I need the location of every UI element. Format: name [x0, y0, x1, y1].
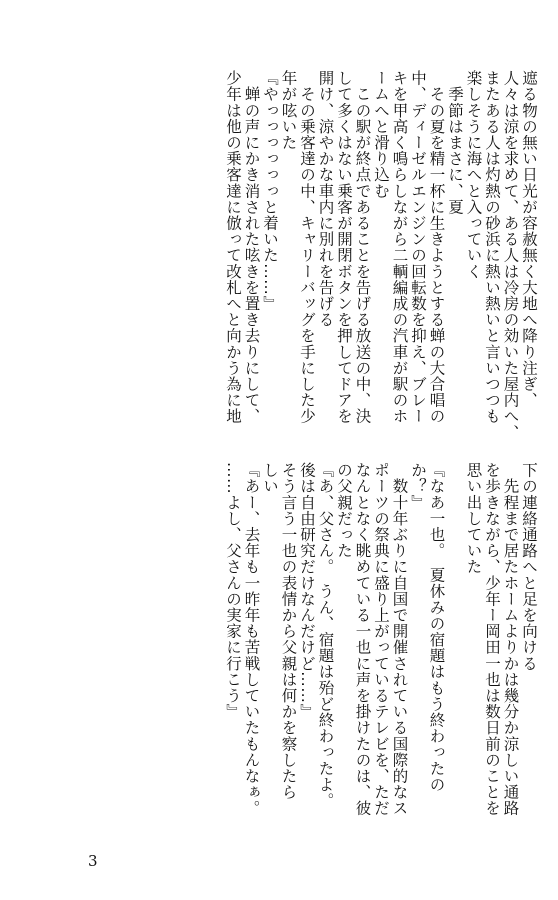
text-line: その夏を精一杯に生きようとする蝉の大合唱の — [427, 70, 446, 425]
text-line: その乗客達の中、キャリーバッグを手にした少 — [298, 70, 316, 425]
text-line: 思い出していた — [464, 462, 483, 575]
text-line: を歩きながら、少年ー岡田一也は数日前のことを — [483, 462, 501, 817]
text-line: 『やっっっっっっと着いた……』 — [261, 70, 279, 312]
text-line: 年が呟いた — [279, 70, 298, 151]
text-line: キを甲高く鳴らしながら二輌編成の汽車が駅のホ — [390, 70, 409, 425]
top-text-block — [224, 70, 539, 441]
text-line: なんとなく眺めている一也に声を掛けたのは、彼 — [353, 462, 372, 817]
text-line: 少年は他の乗客達に倣って改札へと向かう為に地 — [224, 70, 242, 425]
page-number: 3 — [88, 852, 98, 870]
text-line: 後は自由研究だけなんだけど……』 — [298, 462, 316, 720]
text-line: そう言う一也の表情から父親は何かを察したら — [279, 462, 298, 801]
text-line: 遮る物の無い日光が容赦無く大地へ降り注ぎ、 — [520, 70, 538, 409]
text-line: 季節はまさに、夏 — [446, 70, 464, 215]
text-line: して多くはない乗客が開閉ボタンを押してドアを — [335, 70, 353, 425]
text-line: 『あー、去年も一昨年も苦戦していたもんなぁ。 — [242, 462, 261, 817]
text-line: 『あ、父さん。 うん、宿題は殆ど終わったよ。 — [316, 462, 335, 809]
text-line: か？』 — [409, 462, 427, 511]
text-line: 先程まで居たホームよりかは幾分か涼しい通路 — [501, 462, 520, 817]
text-line: 数十年ぶりに自国で開催されている国際的なス — [390, 462, 409, 817]
text-line: 下の連絡通路へと足を向ける — [520, 462, 538, 672]
text-line: ームへと滑り込む — [372, 70, 390, 199]
text-line: 開け、涼やかな車内に別れを告げる — [316, 70, 335, 328]
text-line: しい — [261, 462, 279, 495]
text-line: 楽しそうに海へと入っていく — [464, 70, 483, 280]
text-line: 『なあ一也。 夏休みの宿題はもう終わったの — [427, 462, 446, 793]
text-line: の父親だった — [335, 462, 353, 559]
text-line — [446, 462, 465, 822]
text-line: 蝉の声にかき消された呟きを置き去りにして、 — [242, 70, 261, 425]
text-line: この駅が終点であることを告げる放送の中、決 — [353, 70, 372, 425]
bottom-text-block — [224, 462, 539, 822]
text-line: またある人は灼熱の砂浜に熱い熱いと言いつつも — [483, 70, 501, 425]
text-line: 中、ディーゼルエンジンの回転数を抑え、ブレー — [409, 70, 427, 425]
text-line: 人々は涼を求めて、ある人は冷房の効いた屋内へ、 — [501, 70, 520, 441]
text-line: ……よし、父さんの実家に行こう』 — [224, 462, 242, 720]
text-line: ポーツの祭典に盛り上がっているテレビを、ただ — [372, 462, 390, 817]
